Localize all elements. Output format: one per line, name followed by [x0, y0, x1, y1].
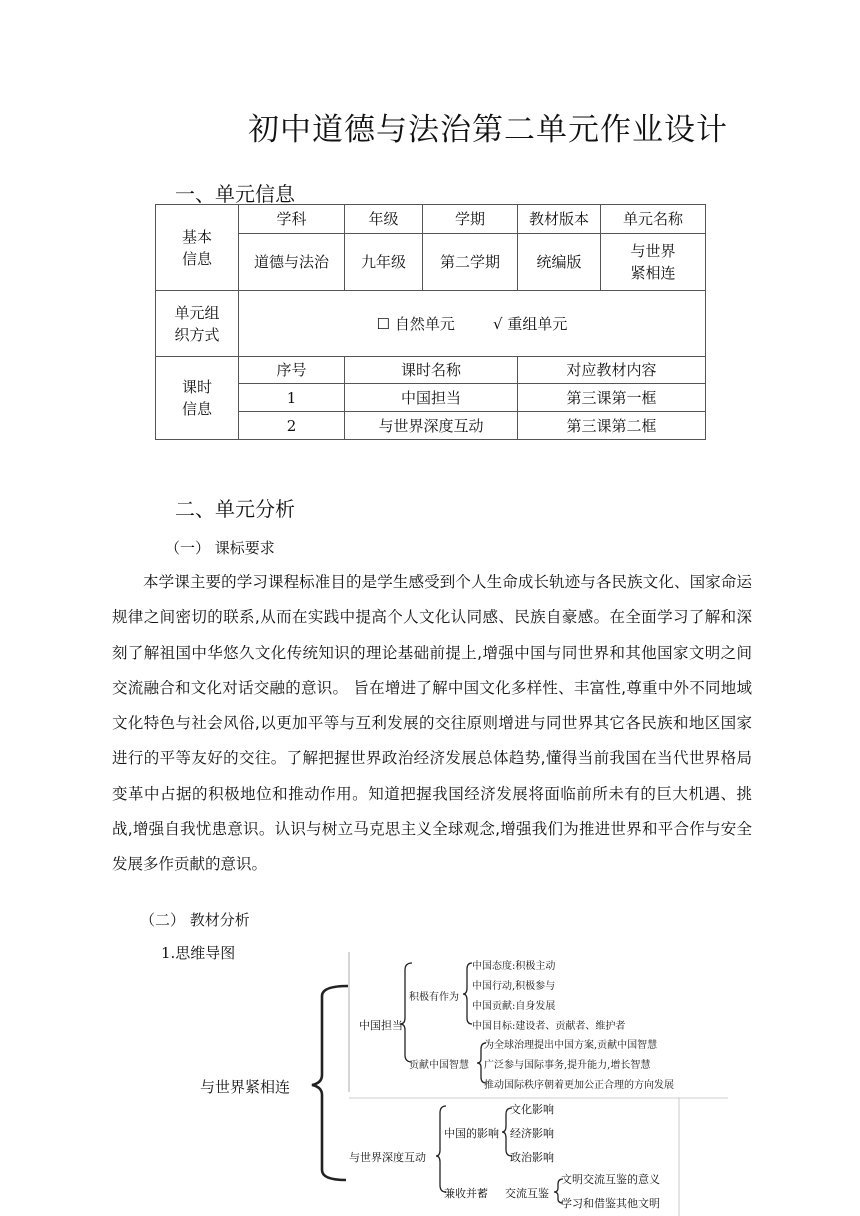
mindmap-branch-1: 中国担当	[359, 1019, 403, 1032]
subsection-standards: （一） 课标要求	[165, 539, 275, 557]
header-edition: 教材版本	[518, 205, 601, 234]
header-grade: 年级	[345, 205, 423, 234]
paragraph-text: 本学课主要的学习课程标准目的是学生感受到个人生命成长轨迹与各民族文化、国家命运规律之间密切的联系,从而在实践中提高个人文化认同感、民族自豪感。在全面学习了解和深刻了解祖国中华悠久文化传统知识的理论基础前提上,增强中国与同世界和其他国家文明之间交流融合和文化对话交融的意识。 旨在增进了解中国文化多样性、丰富性,尊重中外不同地域文化特色与社会风俗,以更加平等与互利发展的交往原则增进与同世界其它各民族和地区国家进行的平等友好的交往。了解把握世界政治经济发展总体趋势,懂得当前我国在当代世界格局变革中占据的积极地位和推动作用。知道把握我国经济发展将面临前所未有的巨大机遇、挑战,增强自我忧患意识。认识与树立马克思主义全球观念,增强我们为推进世界和平合作与安全发展多作贡献的意识。	[112, 573, 752, 874]
mindmap-leaf: 为全球治理提出中国方案,贡献中国智慧	[484, 1040, 658, 1051]
unit-info-table	[155, 204, 706, 440]
standards-paragraph	[112, 565, 752, 883]
lesson-content: 第三课第二框	[518, 412, 706, 440]
mindmap-node-2b: 兼收并蓄	[444, 1187, 488, 1200]
table-row	[156, 384, 706, 412]
lesson-name: 中国担当	[345, 384, 518, 412]
lesson-header-name: 课时名称	[345, 357, 518, 384]
org-label: 单元组 织方式	[156, 291, 239, 357]
mindmap-leaf: 经济影响	[510, 1127, 554, 1140]
page-title: 初中道德与法治第二单元作业设计	[248, 112, 728, 148]
mindmap-leaf: 政治影响	[510, 1151, 554, 1164]
mindmap-leaf: 广泛参与国际事务,提升能力,增长智慧	[484, 1060, 651, 1071]
table-row	[156, 412, 706, 440]
section2-heading: 二、单元分析	[175, 497, 295, 521]
mindmap-leaf: 中国态度:积极主动	[472, 961, 556, 972]
value-term: 第二学期	[423, 234, 518, 291]
lesson-header-content: 对应教材内容	[518, 357, 706, 384]
subsection-textbook: （二） 教材分析	[140, 911, 250, 929]
value-subject: 道德与法治	[239, 234, 345, 291]
mindmap-node-1a: 积极有作为	[409, 992, 459, 1003]
lesson-info-label: 课时 信息	[156, 357, 239, 440]
mindmap-node-1b: 贡献中国智慧	[409, 1060, 469, 1071]
mindmap-leaf: 文化影响	[510, 1103, 554, 1116]
lesson-index: 2	[239, 412, 345, 440]
mindmap-node-2b-sub: 交流互鉴	[505, 1187, 549, 1200]
mindmap-root: 与世界紧相连	[200, 1078, 291, 1096]
header-term: 学期	[423, 205, 518, 234]
mindmap-leaf: 中国目标:建设者、贡献者、维护者	[472, 1021, 626, 1032]
lesson-header-index: 序号	[239, 357, 345, 384]
lesson-name: 与世界深度互动	[345, 412, 518, 440]
mindmap-branch-2: 与世界深度互动	[349, 1151, 426, 1164]
org-value: ☐ 自然单元 √ 重组单元	[239, 291, 706, 357]
mindmap-leaf: 学习和借鉴其他文明	[561, 1197, 660, 1210]
section1-heading: 一、单元信息	[175, 182, 295, 206]
header-subject: 学科	[239, 205, 345, 234]
mindmap-leaf: 推动国际秩序朝着更加公正合理的方向发展	[484, 1080, 674, 1091]
mindmap-leaf: 中国贡献:自身发展	[472, 1001, 556, 1012]
mindmap-leaf: 文明交流互鉴的意义	[561, 1173, 660, 1186]
lesson-content: 第三课第一框	[518, 384, 706, 412]
lesson-index: 1	[239, 384, 345, 412]
value-edition: 统编版	[518, 234, 601, 291]
basic-info-label: 基本 信息	[156, 205, 239, 291]
header-unit-name: 单元名称	[601, 205, 706, 234]
mindmap-item-label: 1.思维导图	[161, 944, 236, 962]
value-unit-name: 与世界 紧相连	[601, 234, 706, 291]
mindmap-leaf: 中国行动,积极参与	[472, 981, 556, 992]
mindmap-node-2a: 中国的影响	[444, 1127, 499, 1140]
value-grade: 九年级	[345, 234, 423, 291]
